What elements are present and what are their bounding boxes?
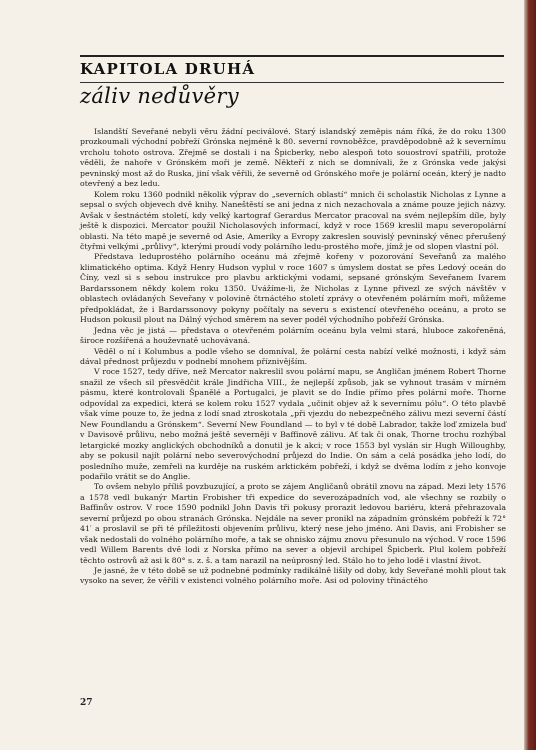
body-text (80, 127, 506, 587)
paragraph: V roce 1527, tedy dříve, než Mercator nakreslil svou polární mapu, se Angličan jménem Robert Thorne snažil ze všech sil přesvědčit krále Jindřicha VIII., že nejlepší způsob, jak se vyhnout trasám v mírném pásmu, které kontrolovali Španělé a Portugalci, je plavit se do Indie přímo přes polární moře. Thorne odpovídal za expedici, která se kolem roku 1527 vydala „učinit objev až k severnímu pólu“. O této plavbě však víme pouze to, že jedna z lodí snad ztroskotala „při vjezdu do nebezpečného zálivu mezi severní částí New Foundlandu a Grónskem“. Severní New Foundland — to byl v té době Labrador, takže loď zmizela buď v Davisově průlivu, nebo možná ještě severněji v Baffinově zálivu. Ať tak či onak, Thorne trochu rozhýbal letargické mozky anglických obchodníků a donutil je k akci; v roce 1553 byl vyslán sir Hugh Willoughby, aby se pokusil najít polární nebo severovýchodní průjezd do Indie. On sám a celá posádka jeho lodí, do posledního muže, zemřeli na kurděje na ruském arktickém pobřeží, i když se dvěma lodím z jeho konvoje podařilo vrátit se do Anglie. (80, 367, 506, 481)
header-rule-bottom (80, 82, 504, 83)
book-spine-edge (524, 0, 536, 750)
paragraph: To ovšem nebylo příliš povzbuzující, a proto se zájem Angličanů obrátil znovu na západ. Mezi lety 1576 a 1578 vedl bukanýr Martin Frobisher tři expedice do severozápadních vod, ale všechny se rozbily o Baffinův ostrov. V roce 1590 podnikl John Davis tři pokusy prorazit ledovou bariéru, která přehrazovala severní průjezd po obou stranách Grónska. Nejdále na sever pronikl na západním grónském pobřeží k 72° 41′ a proslavil se při té příležitosti objevením průlivu, který nese jeho jméno. Ani Davis, ani Frobisher se však nedostali do volného polárního moře, a tak se ohnisko zájmu znovu přesunulo na východ. V roce 1596 vedl Willem Barents dvě lodi z Norska přímo na sever a objevil archipel Špicberk. Plul kolem pobřeží těchto ostrovů až asi k 80° s. z. š. a tam narazil na neúprosný led. Stálo ho to jeho lodě i vlastní život. (80, 482, 506, 565)
chapter-label: KAPITOLA DRUHÁ (80, 60, 256, 78)
paragraph: Islandští Seveřané nebyli věru žádní peciválové. Starý islandský zeměpis nám říká, že do roku 1300 prozkoumali východní pobřeží Grónska nejméně k 80. severní rovnoběžce, pravděpodobně až k severnímu vrcholu tohoto ostrova. Zřejmě se dostali i na Špicberky, nebo alespoň toto souostroví spatřili, protože věděli, že nahoře v Grónském moři je země. Někteří z nich se domnívali, že z Grónska vede jakýsi pevninský most až do Ruska, jiní však věřili, že severně od Grónského moře je polární oceán, který je nadto otevřený a bez ledu. (80, 127, 506, 189)
paragraph: Představa leduprostého polárního oceánu má zřejmě kořeny v pozorování Seveřanů za malého klimatického optima. Když Henry Hudson vyplul v roce 1607 s úmyslem dostat se přes Ledový oceán do Číny, vezl si s sebou instrukce pro plavbu arktickými vodami, sepsané grónským Seveřanem Ivarem Bardarssonem někdy kolem roku 1350. Uvážíme-li, že Nicholas z Lynne přivezl ze svých návštěv v oblastech ovládaných Seveřany v polovině čtrnáctého století zprávy o otevřeném polárním moři, můžeme předpokládat, že i Bardarssonovy pokyny počítaly na severu s existencí otevřeného oceánu, a proto se Hudson pokusil plout na Dálný východ směrem na sever podél východního pobřeží Grónska. (80, 252, 506, 325)
paragraph: Jedna věc je jistá — představa o otevřeném polárním oceánu byla velmi stará, hluboce zakořeněná, široce rozšířená a houževnatě uchovávaná. (80, 325, 506, 346)
page-number: 27 (80, 698, 93, 708)
header-rule-top (80, 55, 504, 57)
paragraph: Kolem roku 1360 podnikl několik výprav do „severních oblastí“ mnich či scholastik Nicholas z Lynne a sepsal o svých objevech dvě knihy. Naneštěstí se ani jedna z nich nezachovala a známe pouze jejich názvy. Avšak v šestnáctém století, kdy velký kartograf Gerardus Mercator pracoval na svém nejlepším díle, byly ještě k dispozici. Mercator použil Nicholasových informací, když v roce 1569 kreslil mapu severopolární oblasti. Na této mapě je severně od Asie, Ameriky a Evropy zakreslen souvislý pevninský věnec přerušený čtyřmi velkými „průlivy“, kterými proudí vody polárního ledu-prostého moře, jímž je od slopen vlastní pól. (80, 189, 506, 251)
paragraph: Je jasné, že v této době se už podnebné podmínky radikálně lišily od doby, kdy Seveřané mohli plout tak vysoko na sever, že věřili v existenci volného polárního moře. Asi od poloviny třináctého (80, 566, 506, 586)
paragraph: Věděl o ní i Kolumbus a podle všeho se domníval, že polární cesta nabízí velké možnosti, i když sám dával přednost průjezdu v podnebí mnohem příznivějším. (80, 346, 506, 366)
chapter-title: záliv nedůvěry (80, 84, 239, 108)
